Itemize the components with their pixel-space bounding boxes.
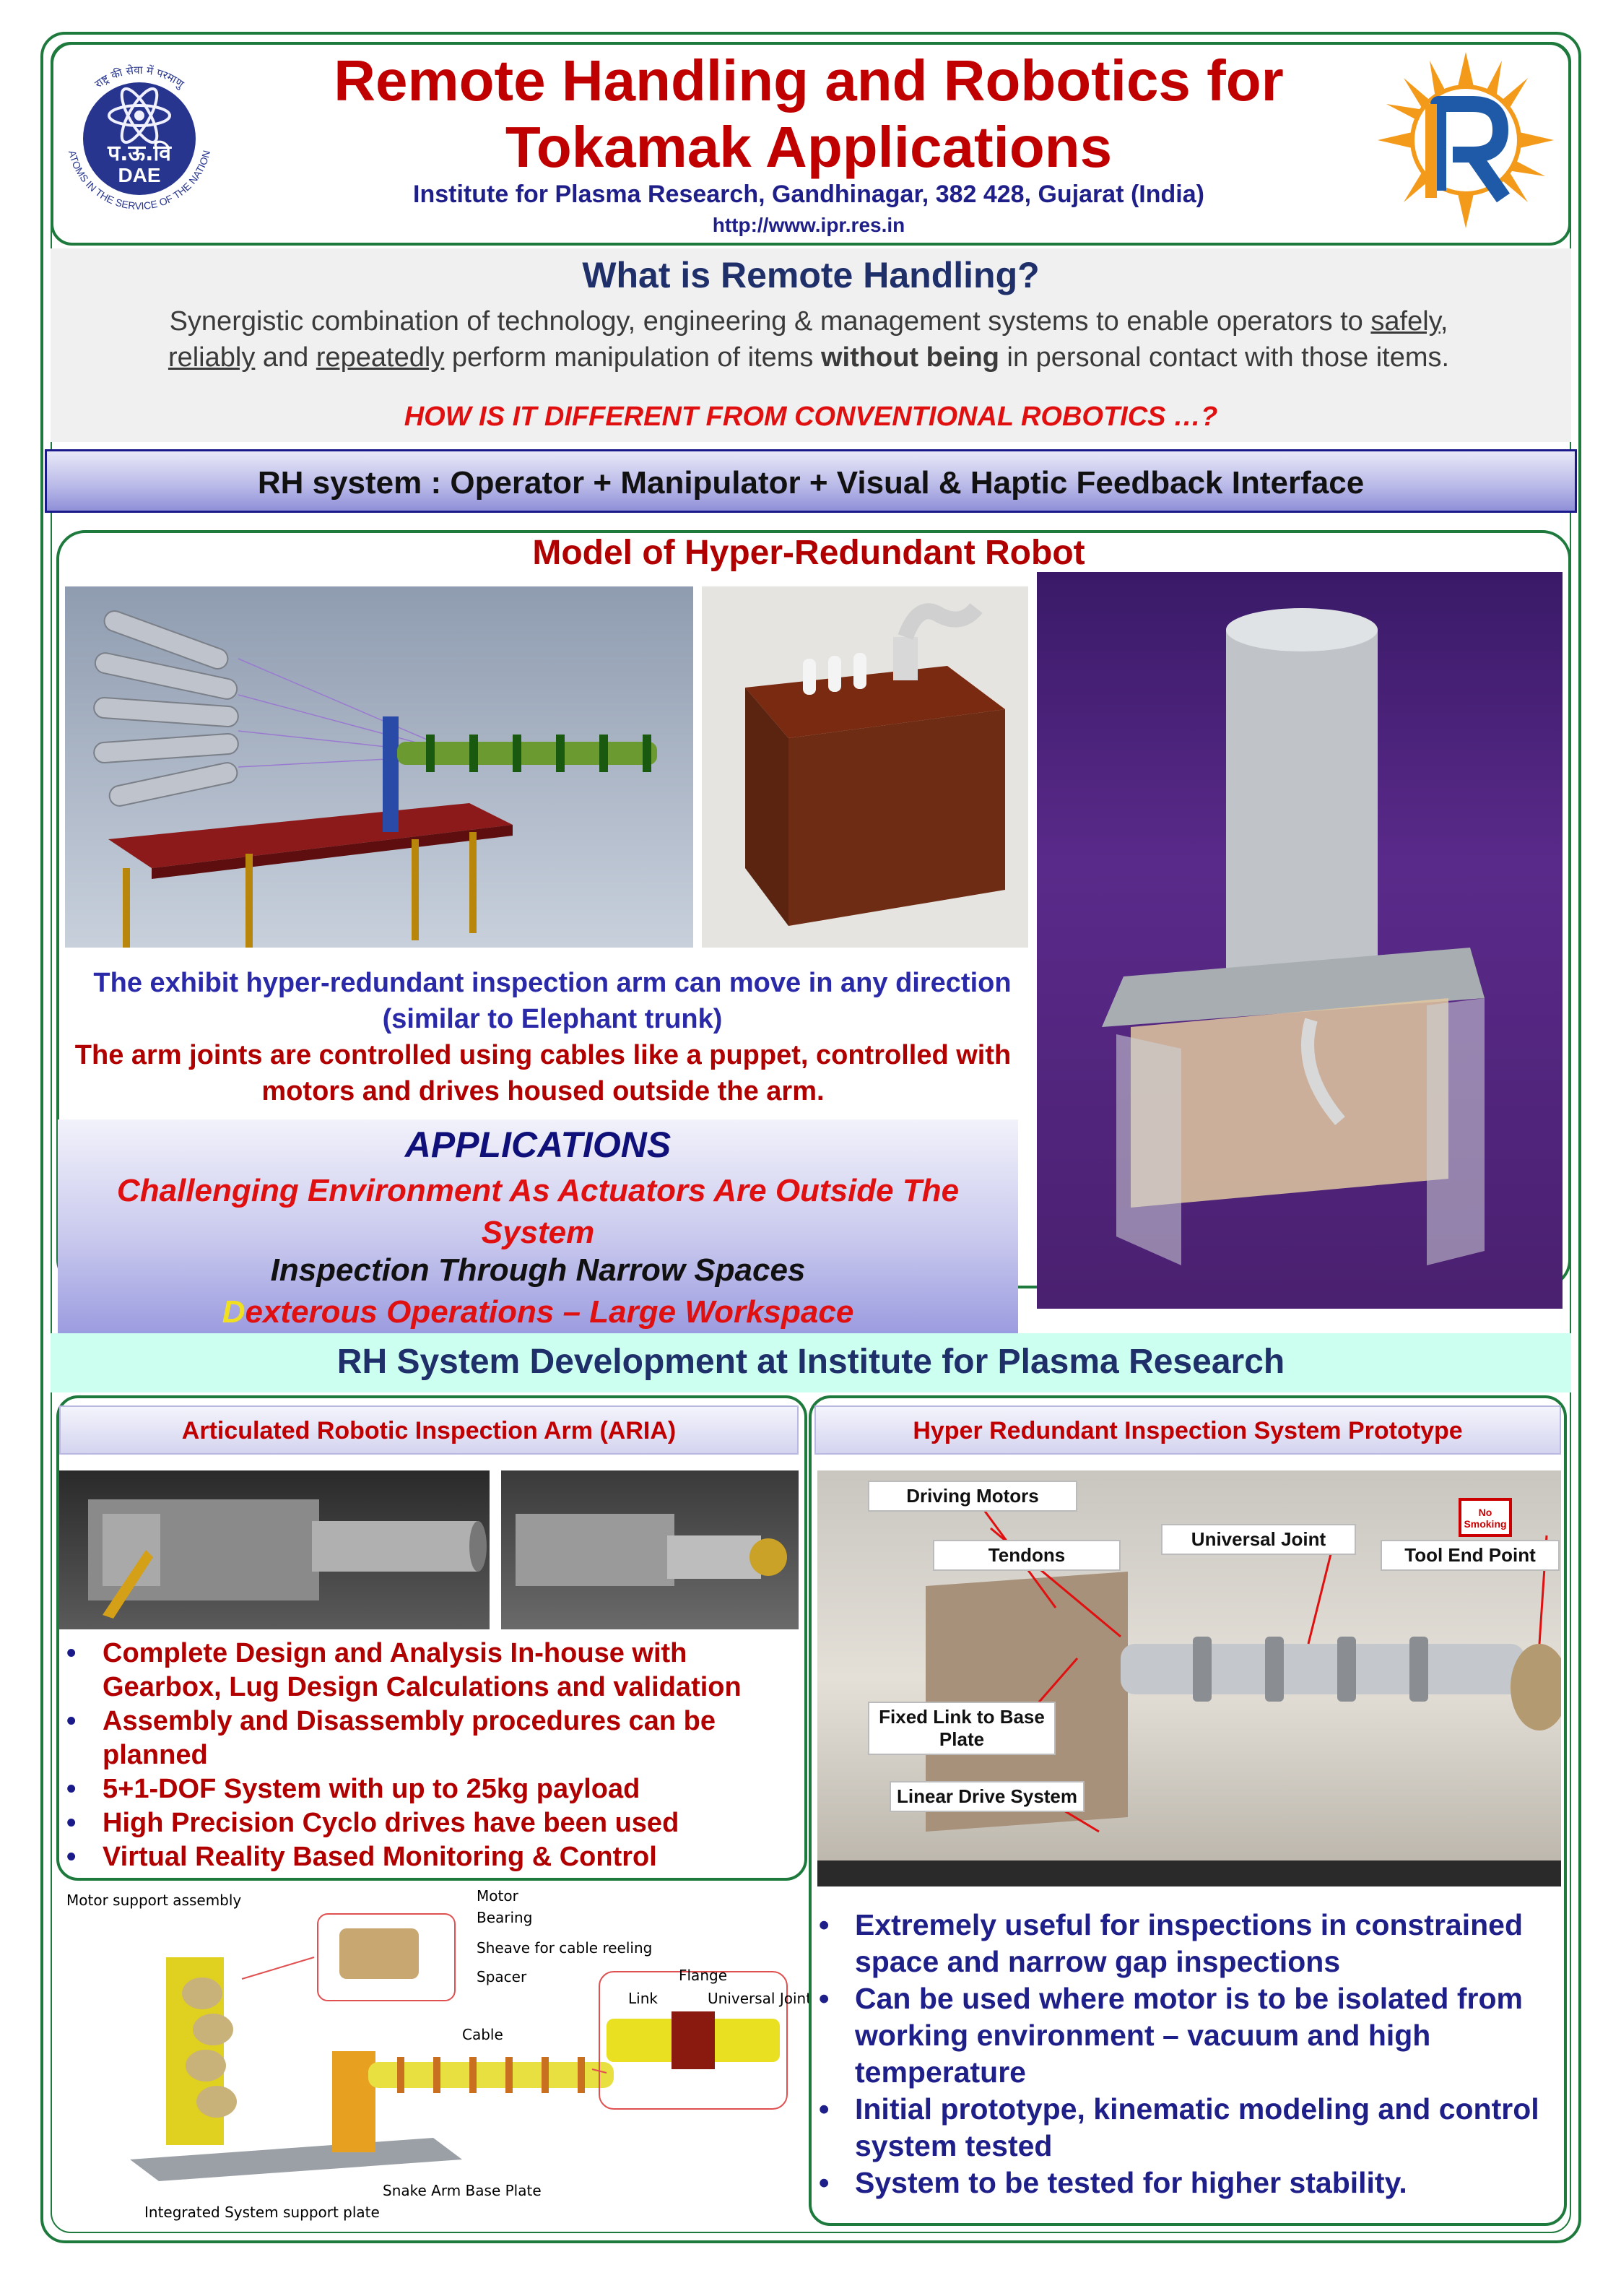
hyper-bullet: • Can be used where motor is to be isolated from working environment – vacuum and high temperature [819, 1982, 1523, 2089]
model-title: Model of Hyper-Redundant Robot [532, 534, 1085, 572]
hyper-heading: Hyper Redundant Inspection System Prototype [814, 1405, 1561, 1455]
label-motor-support: Motor support assembly [66, 1892, 242, 1909]
label-link: Link [628, 1990, 658, 2007]
ipr-logo [1372, 46, 1560, 234]
desc-safely: safely [1370, 306, 1440, 337]
aria-bullet-text: Assembly and Disassembly procedures can be planned [103, 1706, 716, 1770]
aria-bullet-text: 5+1-DOF System with up to 25kg payload [103, 1774, 640, 1804]
label-bearing: Bearing [477, 1909, 533, 1926]
cad-model-image [65, 586, 693, 948]
desc-reliably: reliably [168, 342, 256, 373]
application-line-3-initial: D [222, 1294, 245, 1330]
desc-part-3: and [255, 342, 316, 373]
hyper-prototype-photo [817, 1470, 1561, 1886]
desc-part-4: perform manipulation of items [444, 342, 821, 373]
difference-question: HOW IS IT DIFFERENT FROM CONVENTIONAL ROBOTICS …? [404, 402, 1218, 432]
snake-arm-diagram [58, 1885, 809, 2224]
desc-part-5: in personal contact with those items. [999, 342, 1450, 373]
robot-exhibit-photo [1037, 572, 1563, 1309]
exhibit-box-image [702, 586, 1028, 948]
development-title: RH System Development at Institute for Plasma Research [336, 1343, 1285, 1381]
label-cable: Cable [462, 2026, 503, 2043]
application-line-1: Challenging Environment As Actuators Are Outside The System [116, 1173, 960, 1250]
title-line-2: Tokamak Applications [505, 115, 1113, 179]
aria-bullet: • Assembly and Disassembly procedures can be planned [66, 1706, 716, 1770]
desc-part-1: Synergistic combination of technology, engineering & management systems to enable operators to [169, 306, 1371, 337]
cad-robot-illustration [65, 586, 693, 948]
exhibit-description-blue: The exhibit hyper-redundant inspection arm can move in any direction (similar to Elephant trunk) [93, 968, 1012, 1034]
application-line-3 [58, 1294, 1018, 1330]
application-line-3-rest: exterous Operations – Large Workspace [245, 1294, 854, 1330]
hyper-bullet-text: Initial prototype, kinematic modeling and control system tested [855, 2092, 1539, 2162]
poster-title [202, 48, 1415, 181]
label-spacer: Spacer [477, 1968, 527, 1985]
applications-title: APPLICATIONS [404, 1125, 672, 1165]
label-snake-arm-base-plate: Snake Arm Base Plate [383, 2182, 542, 2199]
callout-universal-joint: Universal Joint [1161, 1524, 1356, 1555]
ipr-sun-logo-icon [1372, 46, 1560, 234]
website-link[interactable]: http://www.ipr.res.in [712, 214, 905, 236]
dae-logo-latin: DAE [118, 164, 161, 186]
callout-linear-drive: Linear Drive System [890, 1781, 1085, 1812]
title-line-1: Remote Handling and Robotics for [334, 48, 1284, 113]
aria-bullet-list [61, 1637, 812, 1874]
hyper-bullet-text: System to be tested for higher stability. [855, 2166, 1407, 2199]
aria-photo-2 [501, 1470, 799, 1629]
aria-bullet: • Virtual Reality Based Monitoring & Control [66, 1842, 657, 1872]
aria-bullet: • 5+1-DOF System with up to 25kg payload [66, 1774, 640, 1804]
snake-arm-cad-illustration [58, 1885, 809, 2224]
hyper-bullet-text: Extremely useful for inspections in constrained space and narrow gap inspections [855, 1908, 1524, 1978]
dae-logo-bottom-text: ATOMS IN THE SERVICE OF THE NATION [66, 149, 213, 212]
callout-fixed-link: Fixed Link to Base Plate [868, 1702, 1056, 1755]
aria-photo-1 [59, 1470, 490, 1629]
hyper-bullet: • Initial prototype, kinematic modeling and control system tested [819, 2092, 1539, 2162]
application-line-2: Inspection Through Narrow Spaces [270, 1252, 806, 1288]
desc-part-2: , [1440, 306, 1448, 337]
callout-tendons: Tendons [933, 1540, 1121, 1571]
aria-bullet-text: High Precision Cyclo drives have been used [103, 1808, 679, 1838]
callout-tool-end-point: Tool End Point [1381, 1540, 1560, 1571]
hyper-bullet-text: Can be used where motor is to be isolated from working environment – vacuum and high temperature [855, 1982, 1523, 2089]
no-smoking-sign: No Smoking [1464, 1507, 1507, 1530]
what-is-rh-description [72, 303, 1545, 376]
dae-emblem-icon [56, 52, 222, 218]
aria-heading: Articulated Robotic Inspection Arm (ARIA) [59, 1405, 799, 1455]
desc-repeatedly: repeatedly [316, 342, 445, 373]
exhibit-box-illustration [702, 586, 1028, 948]
aria-bullet-text: Complete Design and Analysis In-house with Gearbox, Lug Design Calculations and validation [103, 1638, 742, 1702]
label-flange: Flange [679, 1967, 727, 1984]
hyper-bullet-list [813, 1907, 1571, 2201]
aria-bullet-text: Virtual Reality Based Monitoring & Control [103, 1842, 657, 1872]
label-sheave: Sheave for cable reeling [477, 1939, 653, 1957]
exhibit-description-red: The arm joints are controlled using cables like a puppet, controlled with motors and drives housed outside the arm. [74, 1040, 1012, 1106]
dae-logo-top-text: राष्ट्र की सेवा में परमाणु [92, 63, 187, 91]
aria-photo-1-illustration [59, 1470, 490, 1629]
hyper-bullet: • System to be tested for higher stability. [819, 2166, 1407, 2199]
aria-bullet: • Complete Design and Analysis In-house with Gearbox, Lug Design Calculations and validation [66, 1638, 742, 1702]
robot-exhibit-illustration [1037, 572, 1563, 1309]
hyper-bullet: • Extremely useful for inspections in constrained space and narrow gap inspections [819, 1908, 1524, 1978]
what-is-rh-title: What is Remote Handling? [582, 255, 1040, 295]
aria-bullet: • High Precision Cyclo drives have been used [66, 1808, 679, 1838]
callout-driving-motors: Driving Motors [868, 1481, 1077, 1512]
label-support-plate: Integrated System support plate [144, 2204, 380, 2221]
institute-address: Institute for Plasma Research, Gandhinagar, 382 428, Gujarat (India) [413, 181, 1204, 208]
label-universal-joint: Universal Joint [708, 1990, 809, 2007]
label-motor: Motor [477, 1887, 518, 1905]
dae-logo [56, 52, 222, 218]
rh-system-text: RH system : Operator + Manipulator + Visual & Haptic Feedback Interface [257, 465, 1365, 501]
dae-logo-devanagari: प.ऊ.वि [108, 141, 171, 166]
aria-photo-2-illustration [501, 1470, 799, 1629]
desc-without-being: without being [821, 342, 999, 373]
